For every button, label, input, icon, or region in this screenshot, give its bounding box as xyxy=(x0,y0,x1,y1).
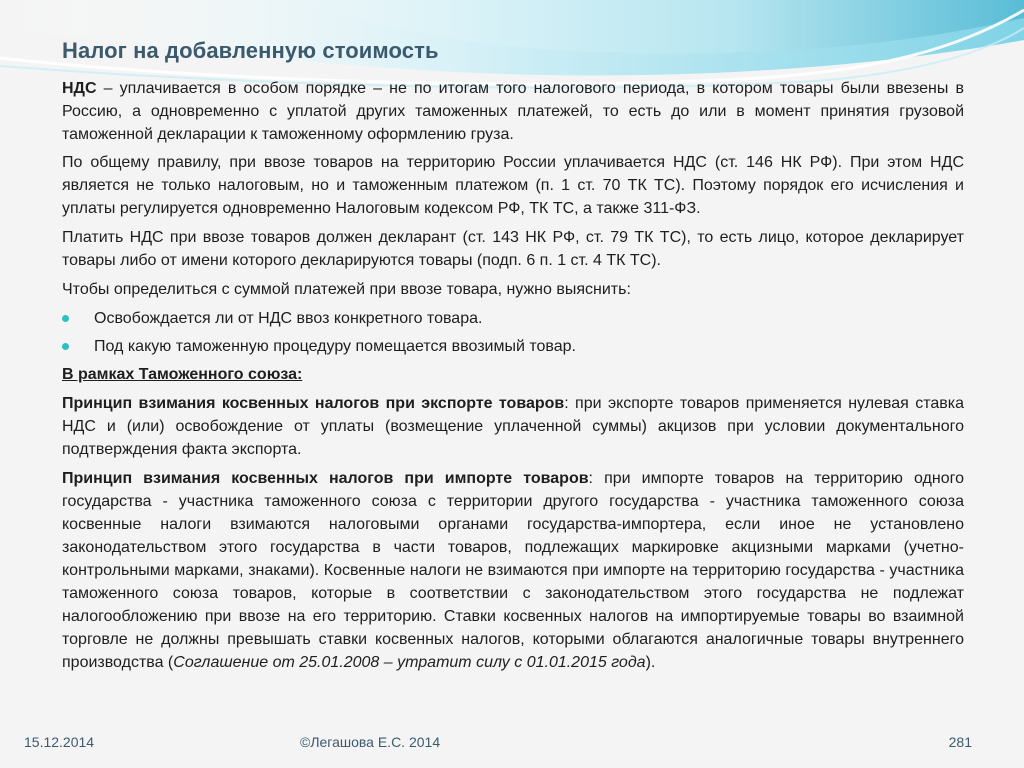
list-item xyxy=(62,307,964,330)
paragraph-export-principle xyxy=(62,392,964,461)
nds-definition-text: – уплачивается в особом порядке – не по итогам того налогового периода, в котором товары были ввезены в Россию, а одновременно с уплатой других таможенных платежей, то есть до или в момент принятия грузовой таможенной декларации к таможенному оформлению груза. xyxy=(62,80,964,143)
paragraph-nds-definition xyxy=(62,77,964,146)
footer-page-number: 281 xyxy=(948,734,972,750)
slide-title: Налог на добавленную стоимость xyxy=(62,38,439,63)
paragraph-declarant: Платить НДС при ввозе товаров должен декларант (ст. 143 НК РФ, ст. 79 ТК ТС), то есть лицо, которое декларирует товары либо от имени которого декларируются товары (подп. 6 п. 1 ст. 4 ТК ТС). xyxy=(62,229,964,269)
nds-term: НДС xyxy=(62,80,97,97)
export-principle-text: : при экспорте товаров применяется нулевая ставка НДС и (или) освобождение от уплаты (возмещение уплаченной суммы) акцизов при условии документального подтверждения факта экспорта. xyxy=(62,395,964,458)
bullet-dot-icon xyxy=(62,315,69,322)
footer-copyright: ©Легашова Е.С. 2014 xyxy=(300,734,441,750)
paragraph-import-principle xyxy=(62,467,964,674)
bullet-list xyxy=(62,307,964,358)
paragraph-payment-intro: Чтобы определиться с суммой платежей при ввозе товара, нужно выяснить: xyxy=(62,281,631,298)
import-principle-tail: ). xyxy=(645,654,656,671)
import-principle-title: Принцип взимания косвенных налогов при импорте товаров xyxy=(62,470,589,487)
slide-body xyxy=(62,77,964,680)
list-item xyxy=(62,335,964,358)
list-item-text: Под какую таможенную процедуру помещается ввозимый товар. xyxy=(94,338,576,355)
section-heading xyxy=(62,363,964,386)
bullet-dot-icon xyxy=(62,343,69,350)
import-principle-text: : при импорте товаров на территорию одного государства - участника таможенного союза с территории другого государства - участника таможенного союза косвенные налоги взимаются налоговыми органами государства-импортера, если иное не установлено законодательством этого государства в части товаров, подлежащих маркировке акцизными марками (учетно-контрольными марками, знаками). Косвенные налоги не взимаются при импорте на территорию государства - участника таможенного союза товаров, которые в соответствии с законодательством этого государства не подлежат налогообложению при ввозе на его территорию. Ставки косвенных налогов на импортируемые товары во взаимной торговле не должны превышать ставки косвенных налогов, которыми облагаются аналогичные товары внутреннего производства ( xyxy=(62,470,964,671)
customs-union-heading: В рамках Таможенного союза: xyxy=(62,366,303,383)
paragraph-general-rule: По общему правилу, при ввозе товаров на территорию России уплачивается НДС (ст. 146 НК РФ). При этом НДС является не только налоговым, но и таможенным платежом (п. 1 ст. 70 ТК ТС). Поэтому порядок его исчисления и уплаты регулируется одновременно Налоговым кодексом РФ, ТК ТС, а также 311-ФЗ. xyxy=(62,154,964,217)
agreement-reference: Соглашение от 25.01.2008 – утратит силу с 01.01.2015 года xyxy=(173,654,646,671)
list-item-text: Освобождается ли от НДС ввоз конкретного товара. xyxy=(94,310,483,327)
footer-date: 15.12.2014 xyxy=(24,734,95,750)
export-principle-title: Принцип взимания косвенных налогов при экспорте товаров xyxy=(62,395,565,412)
